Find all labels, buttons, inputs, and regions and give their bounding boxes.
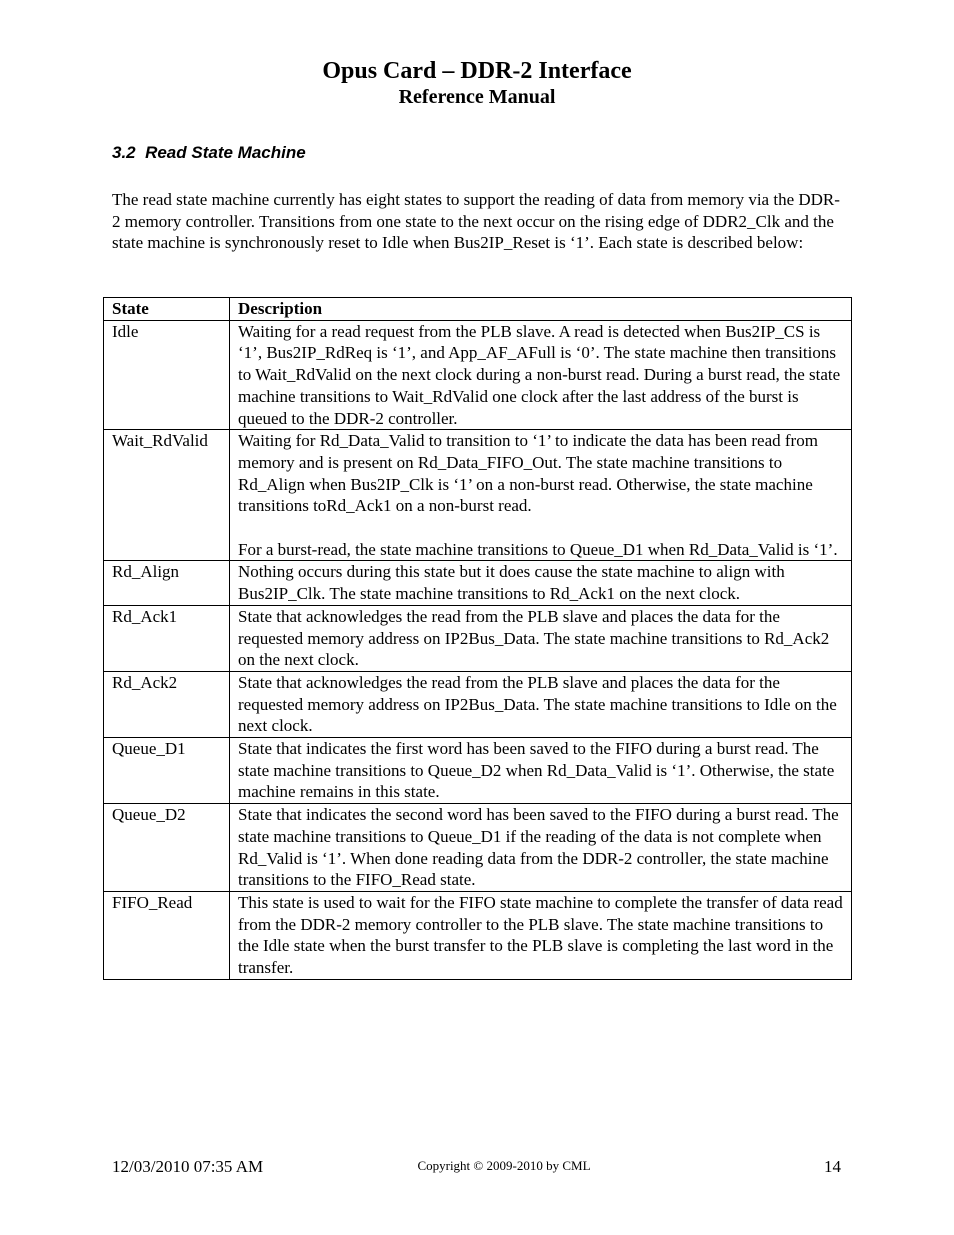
state-description-cell [230, 671, 852, 737]
state-description-cell [230, 804, 852, 892]
state-name-cell: Rd_Ack1 [104, 605, 230, 671]
document-title: Opus Card – DDR-2 Interface [322, 58, 632, 84]
table-row [104, 430, 852, 561]
description-paragraph: State that indicates the first word has been saved to the FIFO during a burst read. The state machine transitions to Queue_D2 when Rd_Data_Valid is ‘1’. Otherwise, the state machine remains in this state. [238, 739, 835, 802]
description-paragraph: Waiting for a read request from the PLB slave. A read is detected when Bus2IP_CS is ‘1’, Bus2IP_RdReq is ‘1’, and App_AF_AFull is ‘0’. The state machine then transitions to Wait_RdValid on the next clock during a non-burst read. During a burst read, the state machine transitions to Wait_RdValid one clock after the last address of the burst is queued to the DDR-2 controller. [238, 321, 841, 428]
description-paragraph: This state is used to wait for the FIFO state machine to complete the transfer of data read from the DDR-2 memory controller to the PLB slave. The state machine transitions to the Idle state when the burst transfer to the PLB slave is completing the last word in the transfer. [238, 892, 843, 978]
state-description-cell [230, 738, 852, 804]
state-description-cell [230, 320, 852, 430]
description-paragraph: Nothing occurs during this state but it does cause the state machine to align with Bus2IP_Clk. The state machine transitions to Rd_Ack1 on the next clock. [238, 562, 785, 604]
footer-date: 12/03/2010 07:35 AM [112, 1157, 264, 1176]
state-name-cell: Wait_RdValid [104, 430, 230, 561]
state-description-cell [230, 605, 852, 671]
description-paragraph: State that indicates the second word has been saved to the FIFO during a burst read. The state machine transitions to Queue_D1 if the reading of the data is not complete when Rd_Valid is ‘1’. When done reading data from the DDR-2 controller, the state machine transitions to the FIFO_Read state. [238, 805, 839, 890]
table-row [104, 671, 852, 737]
table-row [104, 891, 852, 979]
column-header-description: Description [230, 298, 852, 321]
table-header-row [104, 298, 852, 321]
intro-paragraph: The read state machine currently has eight states to support the reading of data from memory via the DDR-2 memory controller. Transitions from one state to the next occur on the rising edge of DDR2_Clk and the state machine is synchronously reset to Idle when Bus2IP_Reset is ‘1’. Each state is described below: [112, 190, 840, 253]
description-paragraph: State that acknowledges the read from the PLB slave and places the data for the requested memory address on IP2Bus_Data. The state machine transitions to Rd_Ack2 on the next clock. [238, 606, 830, 670]
table-row [104, 561, 852, 605]
state-table [103, 297, 852, 980]
table-row [104, 738, 852, 804]
column-header-state: State [104, 298, 230, 321]
table-row [104, 804, 852, 892]
state-name-cell: Queue_D2 [104, 804, 230, 892]
table-row [104, 320, 852, 430]
state-name-cell: Idle [104, 320, 230, 430]
state-name-cell: Queue_D1 [104, 738, 230, 804]
section-heading: 3.2 Read State Machine [112, 143, 306, 162]
description-paragraph: State that acknowledges the read from the PLB slave and places the data for the requested memory address on IP2Bus_Data. The state machine transitions to Idle on the next clock. [238, 672, 837, 736]
state-name-cell: FIFO_Read [104, 891, 230, 979]
state-name-cell: Rd_Ack2 [104, 671, 230, 737]
state-description-cell [230, 561, 852, 605]
description-paragraph: Waiting for Rd_Data_Valid to transition to ‘1’ to indicate the data has been read from memory and is present on Rd_Data_FIFO_Out. The state machine transitions to Rd_Align when Bus2IP_Clk is ‘1’ on a non-burst read. Otherwise, the state machine transitions toRd_Ack1 on a non-burst read. [238, 431, 818, 516]
state-name-cell: Rd_Align [104, 561, 230, 605]
description-paragraph: For a burst-read, the state machine transitions to Queue_D1 when Rd_Data_Valid is ‘1’. [238, 539, 838, 559]
table-row [104, 605, 852, 671]
state-table-body [104, 320, 852, 979]
page-number: 14 [824, 1157, 841, 1176]
state-description-cell [230, 430, 852, 561]
footer-copyright: Copyright © 2009-2010 by CML [417, 1158, 591, 1173]
document-subtitle: Reference Manual [398, 86, 556, 108]
state-description-cell [230, 891, 852, 979]
